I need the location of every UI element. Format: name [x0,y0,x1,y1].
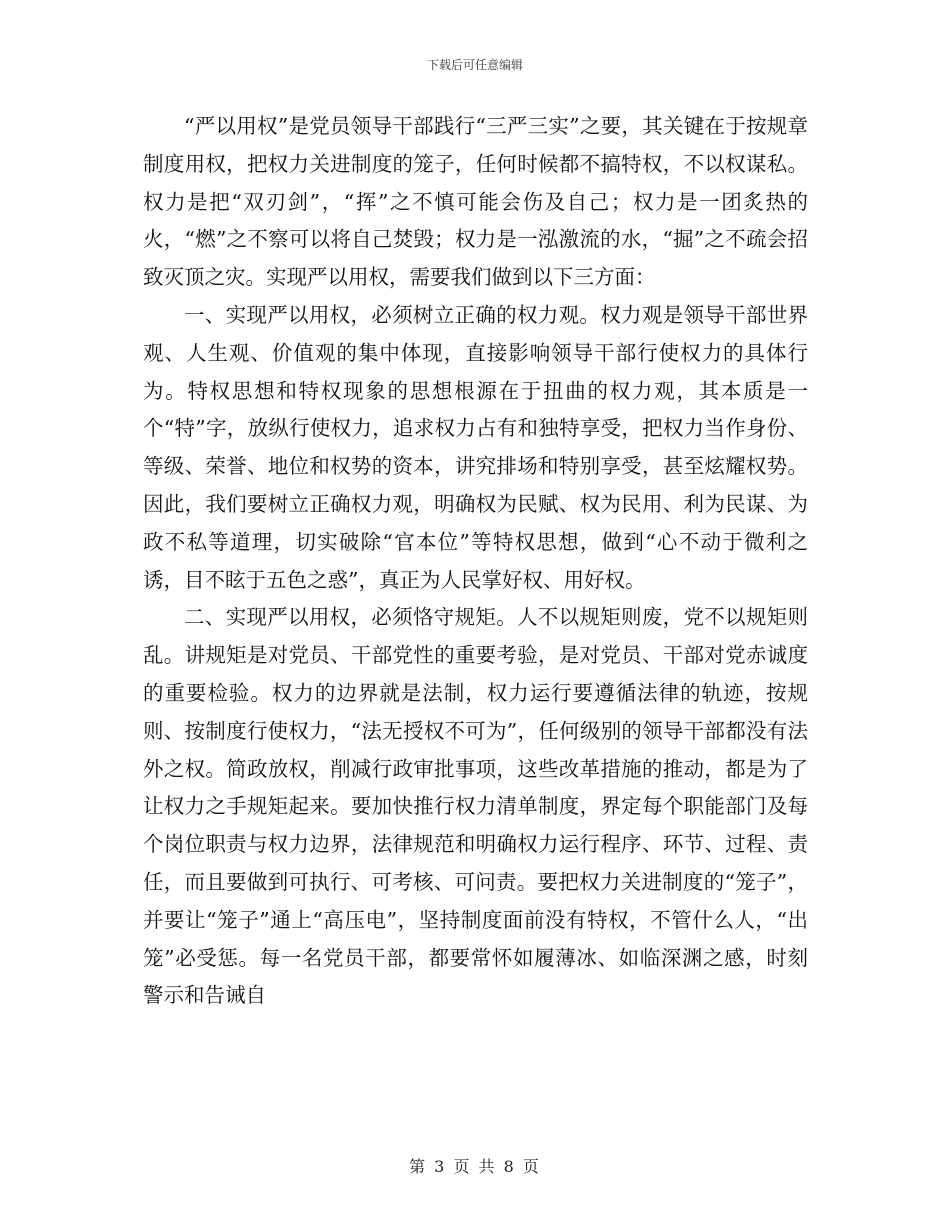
page-number-footer: 第 3 页 共 8 页 [409,1157,541,1176]
paragraph-point-two: 二、实现严以用权，必须恪守规矩。人不以规矩则废，党不以规矩则乱。讲规矩是对党员、干部党性的重要考验，是对党员、干部对党赤诚度的重要检验。权力的边界就是法制，权力运行要遵循法律的轨迹，按规则、按制度行使权力，“法无授权不可为”，任何级别的领导干部都没有法外之权。简政放权，削减行政审批事项，这些改革措施的推动，都是为了让权力之手规矩起来。要加快推行权力清单制度，界定每个职能部门及每个岗位职责与权力边界，法律规范和明确权力运行程序、环节、过程、责任，而且要做到可执行、可考核、可问责。要把权力关进制度的“笼子”，并要让“笼子”通上“高压电”，坚持制度面前没有特权，不管什么人，“出笼”必受惩。每一名党员干部，都要常怀如履薄冰、如临深渊之感，时刻警示和告诫自 [143,605,808,1008]
page-header-note: 下载后可任意编辑 [426,58,523,72]
paragraph-point-one: 一、实现严以用权，必须树立正确的权力观。权力观是领导干部世界观、人生观、价值观的集中体现，直接影响领导干部行使权力的具体行为。特权思想和特权现象的思想根源在于扭曲的权力观，其本质是一个“特”字，放纵行使权力，追求权力占有和独特享受，把权力当作身份、等级、荣誉、地位和权势的资本，讲究排场和特别享受，甚至炫耀权势。因此，我们要树立正确权力观，明确权为民赋、权为民用、利为民谋、为政不私等道理，切实破除“官本位”等特权思想，做到“心不动于微利之诱，目不眩于五色之惑”，真正为人民掌好权、用好权。 [143,302,808,592]
document-body [143,108,808,1015]
paragraph-intro: “严以用权”是党员领导干部践行“三严三实”之要，其关键在于按规章制度用权，把权力关进制度的笼子，任何时候都不搞特权，不以权谋私。权力是把“双刃剑”，“挥”之不慎可能会伤及自己；权力是一团炙热的火，“燃”之不察可以将自己焚毁；权力是一泓激流的水，“掘”之不疏会招致灭顶之灾。实现严以用权，需要我们做到以下三方面： [143,114,808,290]
